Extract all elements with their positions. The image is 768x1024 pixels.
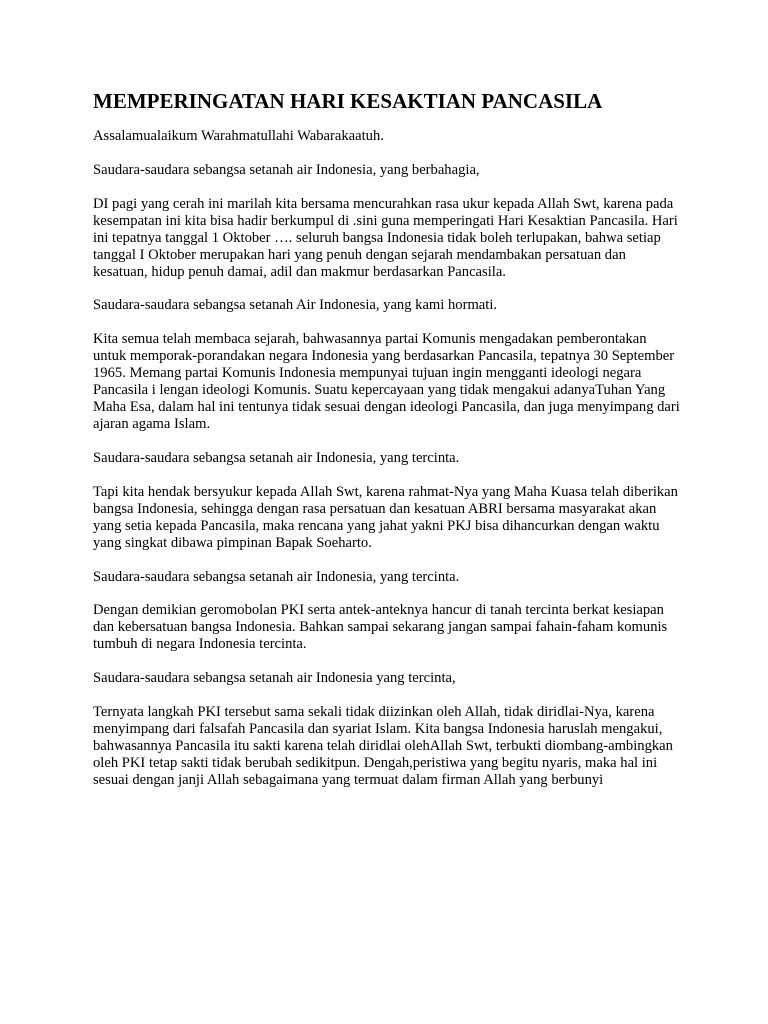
paragraph-history: Kita semua telah membaca sejarah, bahwasannya partai Komunis mengadakan pemberontakan untuk memporak-porandakan negara Indonesia yang berdasarkan Pancasila, tepatnya 30 September 1965. Memang partai Komunis Indonesia mempunyai tujuan ingin mengganti ideologi negara Pancasila i lengan ideologi Komunis. Suatu kepercayaan yang tidak mengakui adanyaTuhan Yang Maha Esa, dalam hal ini tentunya tidak sesuai dengan ideologi Pancasila, dan juga menyimpang dari ajaran agama Islam. xyxy=(93,331,680,433)
paragraph-salutation-4: Saudara-saudara sebangsa setanah air Indonesia, yang tercinta. xyxy=(93,568,460,585)
document-title: MEMPERINGATAN HARI KESAKTIAN PANCASILA xyxy=(93,89,603,113)
paragraph-defeat: Dengan demikian geromobolan PKI serta antek-anteknya hancur di tanah tercinta berkat kesiapan dan kebersatuan bangsa Indonesia. Bahkan sampai sekarang jangan sampai fahain-faham komunis tumbuh di negara Indonesia tercinta. xyxy=(93,602,668,653)
paragraph-opening: DI pagi yang cerah ini marilah kita bersama mencurahkan rasa ukur kepada Allah Swt, karena pada kesempatan ini kita bisa hadir berkumpul di .sini guna memperingati Hari Kesaktian Pancasila. Hari ini tepatnya tanggal 1 Oktober …. seluruh bangsa Indonesia tidak boleh terlupakan, bahwa setiap tanggal I Oktober merupakan hari yang penuh dengan sejarah mendambakan persatuan dan kesatuan, hidup penuh damai, adil dan makmur berdasarkan Pancasila. xyxy=(93,195,678,280)
paragraph-salutation-2: Saudara-saudara sebangsa setanah Air Indonesia, yang kami hormati. xyxy=(93,297,498,314)
paragraph-salutation-1: Saudara-saudara sebangsa setanah air Indonesia, yang berbahagia, xyxy=(93,161,480,178)
document-page xyxy=(93,87,683,806)
paragraph-greeting: Assalamualaikum Warahmatullahi Wabarakaatuh. xyxy=(93,128,384,144)
paragraph-gratitude: Tapi kita hendak bersyukur kepada Allah Swt, karena rahmat-Nya yang Maha Kuasa telah diberikan bangsa Indonesia, sehingga dengan rasa persatuan dan kesatuan ABRI bersama masyarakat akan yang setia kepada Pancasila, maka rencana yang jahat yakni PKJ bisa dihancurkan dengan waktu yang singkat dibawa pimpinan Bapak Soeharto. xyxy=(93,483,678,551)
paragraph-closing: Ternyata langkah PKI tersebut sama sekali tidak diizinkan oleh Allah, tidak diridlai-Nya, karena menyimpang dari falsafah Pancasila dan syariat Islam. Kita bangsa Indonesia haruslah mengakui, bahwasannya Pancasila itu sakti karena telah diridlai olehAllah Swt, terbukti diombang-ambingkan oleh PKI tetap sakti tidak berubah sedikitpun. Dengah,peristiwa yang begitu nyaris, maka hal ini sesuai dengan janji Allah sebagaimana yang termuat dalam firman Allah yang berbunyi xyxy=(93,703,673,788)
paragraph-salutation-5: Saudara-saudara sebangsa setanah air Indonesia yang tercinta, xyxy=(93,670,456,687)
paragraph-salutation-3: Saudara-saudara sebangsa setanah air Indonesia, yang tercinta. xyxy=(93,449,460,466)
